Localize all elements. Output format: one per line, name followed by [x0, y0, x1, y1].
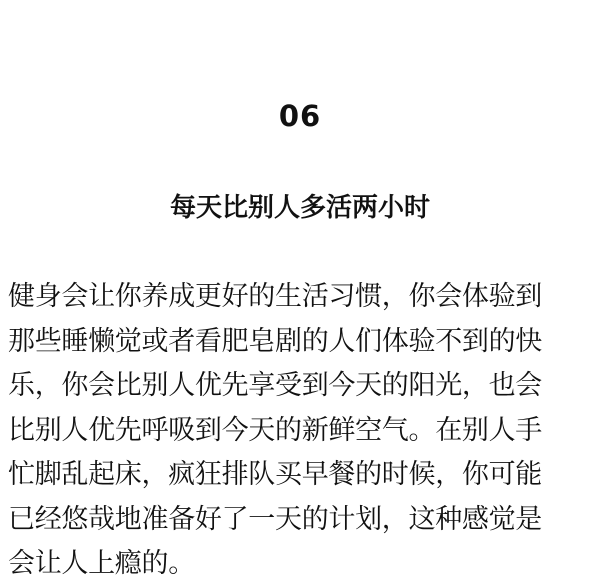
section-number: 06: [278, 99, 322, 133]
section-title: 每天比别人多活两小时: [169, 193, 430, 223]
body-paragraph: [8, 275, 594, 587]
body-line: 忙脚乱起床，疯狂排队买早餐的时候，你可能: [8, 459, 542, 490]
body-line: 那些睡懒觉或者看肥皂剧的人们体验不到的快: [8, 325, 542, 357]
body-line: 已经悠哉地准备好了一天的计划，这种感觉是: [8, 503, 542, 535]
body-line: 健身会让你养成更好的生活习惯，你会体验到: [8, 281, 542, 312]
body-line: 比别人优先呼吸到今天的新鲜空气。在别人手: [8, 414, 542, 446]
body-line: 会让人上瘾的。: [8, 548, 195, 579]
body-line: 乐，你会比别人优先享受到今天的阳光，也会: [8, 370, 542, 401]
